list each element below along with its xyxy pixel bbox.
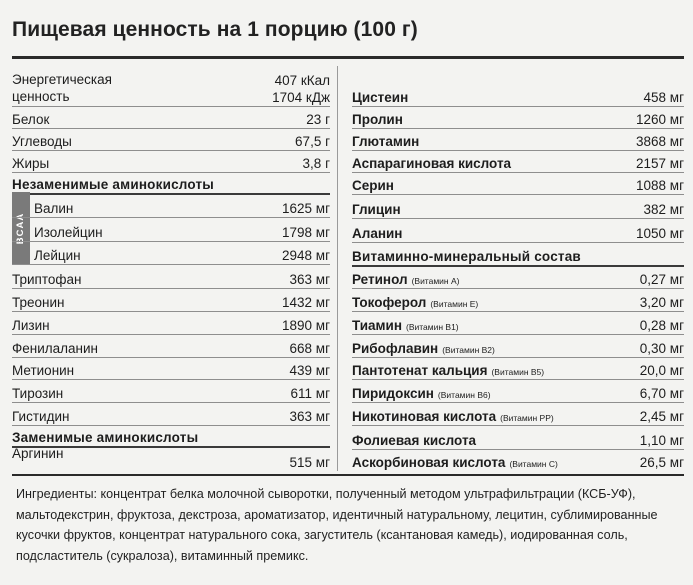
table-row — [352, 172, 684, 195]
row-value: 363 мг — [289, 272, 330, 287]
row-name: Глицин — [352, 202, 401, 217]
row-value: 1798 мг — [282, 225, 330, 240]
table-row — [12, 311, 330, 335]
row-name: Белок — [12, 112, 50, 127]
energy-values — [272, 66, 330, 106]
row-name: Лизин — [12, 318, 50, 333]
vitamin-heading-row — [352, 242, 684, 267]
vitamin-name: Никотиновая кислота — [352, 409, 497, 424]
row-value: 2,45 мг — [639, 409, 684, 424]
vitamin-name: Фолиевая кислота — [352, 433, 477, 448]
vitamin-name: Тиамин — [352, 318, 402, 333]
page-title: Пищевая ценность на 1 порцию (100 г) — [12, 18, 418, 41]
row-name: Аланин — [352, 226, 403, 241]
table-row — [12, 357, 330, 380]
row-name: Глютамин — [352, 134, 420, 149]
table-row — [352, 425, 684, 450]
vitamin-name: Пантотенат кальция — [352, 363, 488, 378]
table-row — [12, 288, 330, 312]
ingredients-text: Ингредиенты: концентрат белка молочной сыворотки, полученный методом ультрафильтрации (КСБ-УФ), мальтодекстрин, фруктоза, декстроза, ароматизатор, идентичный натуральному, лецитин, сублимированные кусочки фруктов, концентрат натурального сока, загуститель (ксантановая камедь), иодированная соль, подсластитель (сукралоза), витаминный премикс. — [16, 487, 658, 563]
table-row — [352, 288, 684, 312]
table-row — [12, 217, 330, 242]
essential-heading-row — [12, 172, 330, 195]
table-row — [352, 150, 684, 173]
row-name: Треонин — [12, 295, 65, 310]
row-name — [352, 318, 640, 334]
table-row — [12, 264, 330, 289]
row-name: Тирозин — [12, 386, 64, 401]
table-row — [12, 241, 330, 265]
energy-label-line2: ценность — [12, 89, 70, 104]
row-value: 67,5 г — [295, 134, 330, 149]
vitamin-sub: (Витамин А) — [411, 276, 460, 286]
row-value: 2948 мг — [282, 248, 330, 263]
nonessential-heading-row — [12, 425, 330, 448]
row-name — [352, 409, 640, 425]
row-name — [352, 455, 640, 471]
row-value: 6,70 мг — [639, 386, 684, 401]
row-name: Гистидин — [12, 409, 70, 424]
table-row — [352, 402, 684, 426]
bcaa-label: BCAA — [15, 212, 27, 244]
table-row — [352, 218, 684, 243]
row-name: Триптофан — [12, 272, 82, 287]
section-heading: Заменимые аминокислоты — [12, 430, 199, 445]
row-name: Углеводы — [12, 134, 72, 149]
vitamin-sub: (Витамин Е) — [430, 299, 479, 309]
row-value: 458 мг — [643, 90, 684, 105]
energy-row — [12, 66, 330, 107]
row-name — [352, 341, 640, 357]
table-row — [12, 193, 330, 218]
vitamin-sub: (Витамин С) — [509, 459, 558, 469]
vitamin-sub: (Витамин В2) — [442, 345, 495, 355]
row-name — [352, 363, 640, 379]
row-name: Лейцин — [34, 248, 81, 263]
row-name — [352, 386, 640, 402]
row-name: Пролин — [352, 112, 403, 127]
table-row — [12, 128, 330, 151]
table-row — [352, 265, 684, 289]
row-name: Аспарагиновая кислота — [352, 156, 512, 171]
vitamin-sub: (Витамин В1) — [405, 322, 459, 332]
table-row — [12, 446, 330, 471]
row-name: Серин — [352, 178, 394, 193]
row-name: Изолейцин — [34, 225, 103, 240]
row-value: 1890 мг — [282, 318, 330, 333]
energy-label — [12, 66, 272, 106]
row-value: 1088 мг — [636, 178, 684, 193]
energy-kj: 1704 кДж — [272, 90, 330, 105]
row-value: 3868 мг — [636, 134, 684, 149]
table-row — [352, 357, 684, 380]
row-value: 2157 мг — [636, 156, 684, 171]
table-row — [352, 82, 684, 107]
row-name: Фенилаланин — [12, 341, 98, 356]
row-name: Цистеин — [352, 90, 409, 105]
row-value: 3,8 г — [302, 156, 330, 171]
row-value: 1625 мг — [282, 201, 330, 216]
row-value: 382 мг — [643, 202, 684, 217]
energy-kcal: 407 кКал — [274, 73, 330, 88]
vitamin-name: Ретинол — [352, 272, 408, 287]
row-name: Аргинин — [12, 446, 64, 461]
table-row — [12, 150, 330, 173]
row-value: 3,20 мг — [639, 295, 684, 310]
table-row — [12, 402, 330, 426]
vitamin-name: Рибофлавин — [352, 341, 439, 356]
row-name — [352, 295, 640, 311]
table-row — [12, 334, 330, 358]
table-row — [352, 194, 684, 219]
column-divider — [337, 66, 338, 471]
row-value: 515 мг — [289, 455, 330, 470]
vitamin-sub: (Витамин В5) — [491, 367, 545, 377]
section-heading: Незаменимые аминокислоты — [12, 177, 215, 192]
table-row — [12, 379, 330, 403]
table-row — [352, 106, 684, 129]
table-row — [352, 334, 684, 358]
row-value: 0,30 мг — [639, 341, 684, 356]
title-rule — [12, 56, 684, 59]
vitamin-name: Пиридоксин — [352, 386, 434, 401]
row-value: 363 мг — [289, 409, 330, 424]
table-row — [352, 128, 684, 151]
vitamin-name: Аскорбиновая кислота — [352, 455, 506, 470]
table-row — [352, 379, 684, 403]
row-value: 1050 мг — [636, 226, 684, 241]
row-value: 1432 мг — [282, 295, 330, 310]
row-name — [352, 433, 640, 449]
row-name — [352, 272, 640, 288]
row-value: 668 мг — [289, 341, 330, 356]
row-value: 1260 мг — [636, 112, 684, 127]
row-name: Жиры — [12, 156, 50, 171]
table-row — [352, 449, 684, 471]
row-value: 611 мг — [290, 386, 330, 401]
row-value: 0,28 мг — [639, 318, 684, 333]
row-value: 20,0 мг — [639, 363, 684, 378]
row-name: Валин — [34, 201, 74, 216]
vitamin-sub: (Витамин В6) — [437, 390, 491, 400]
table-row — [352, 311, 684, 335]
row-name: Метионин — [12, 363, 75, 378]
row-value: 1,10 мг — [639, 433, 684, 448]
row-value: 439 мг — [289, 363, 330, 378]
vitamin-sub: (Витамин РР) — [500, 413, 554, 423]
table-row — [12, 106, 330, 129]
vitamin-name: Токоферол — [352, 295, 427, 310]
row-value: 26,5 мг — [639, 455, 684, 470]
row-value: 0,27 мг — [639, 272, 684, 287]
row-value: 23 г — [306, 112, 330, 127]
nutrition-table — [12, 62, 684, 476]
energy-label-line1: Энергетическая — [12, 72, 112, 87]
section-heading: Витаминно-минеральный состав — [352, 249, 581, 264]
